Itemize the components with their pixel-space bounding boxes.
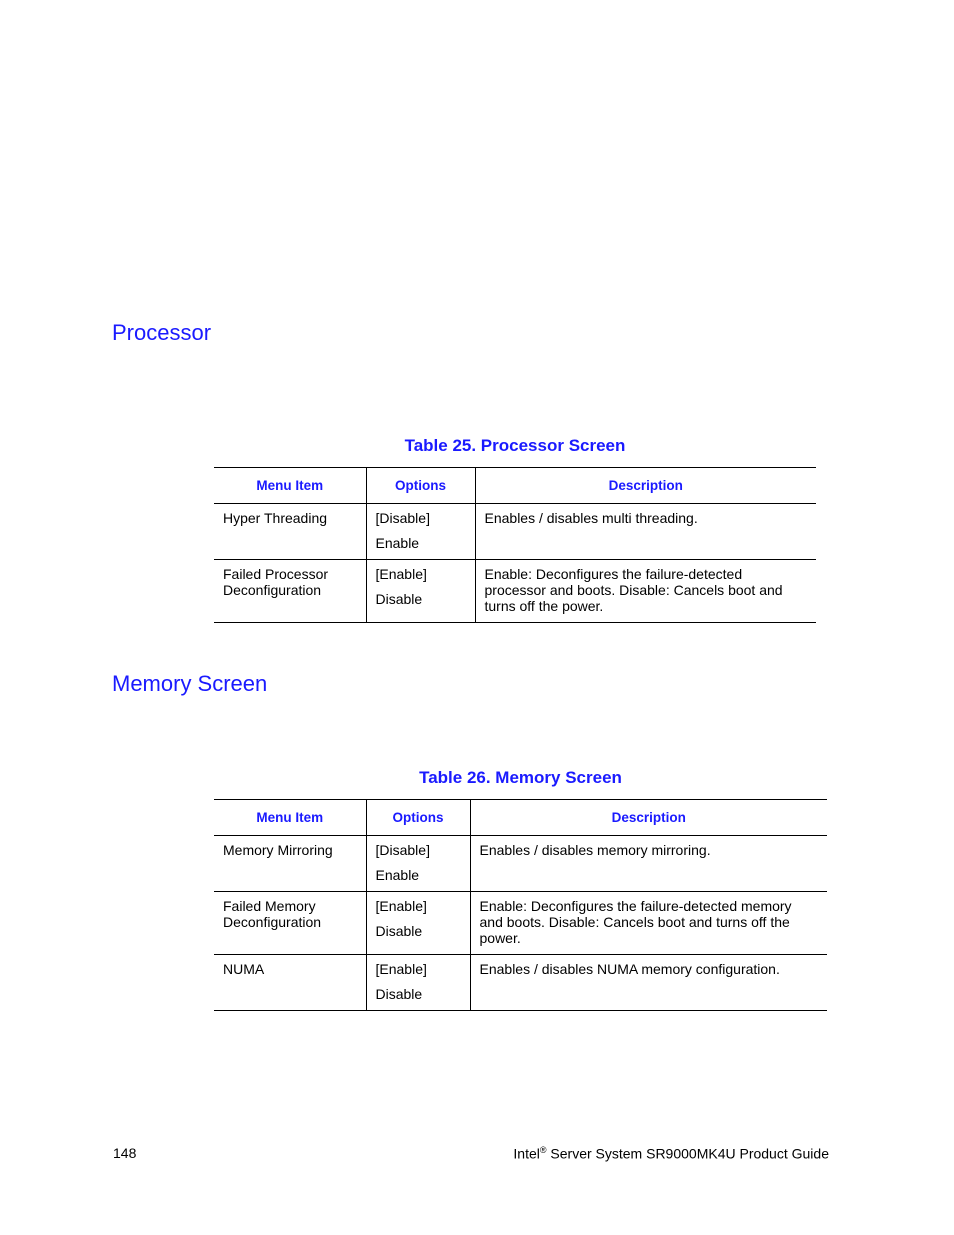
description-cell: Enables / disables memory mirroring. (470, 836, 827, 892)
column-header-menu-item: Menu Item (214, 800, 366, 836)
menu-item-cell: NUMA (214, 955, 366, 1011)
option-value: Disable (375, 923, 423, 939)
description-cell: Enable: Deconfigures the failure-detected memory and boots. Disable: Cancels boot and turns off the power. (470, 892, 827, 955)
description-cell: Enables / disables multi threading. (475, 504, 816, 560)
table-row (214, 892, 827, 955)
column-header-options: Options (366, 800, 470, 836)
table-header-row (214, 468, 816, 504)
option-value: [Disable] (375, 510, 430, 526)
section-heading-memory-screen: Memory Screen (112, 671, 268, 696)
option-value: Disable (375, 591, 423, 607)
table-row (214, 504, 816, 560)
column-header-description: Description (475, 468, 816, 504)
page-number: 148 (113, 1145, 137, 1161)
option-value: [Disable] (375, 842, 430, 858)
menu-item-cell: Memory Mirroring (214, 836, 366, 892)
option-value: Enable (375, 867, 420, 883)
options-cell (366, 560, 475, 623)
column-header-options: Options (366, 468, 475, 504)
description-cell: Enable: Deconfigures the failure-detected processor and boots. Disable: Cancels boot and turns off the power. (475, 560, 816, 623)
menu-item-cell: Failed Memory Deconfiguration (214, 892, 366, 955)
processor-screen-table (214, 467, 816, 623)
column-header-description: Description (470, 800, 827, 836)
option-value: [Enable] (375, 898, 427, 914)
table-caption-processor: Table 25. Processor Screen (404, 436, 626, 455)
menu-item-cell: Failed Processor Deconfiguration (214, 560, 366, 623)
options-cell (366, 955, 470, 1011)
section-heading-processor: Processor (112, 320, 212, 345)
option-value: Enable (375, 535, 420, 551)
options-cell (366, 836, 470, 892)
registered-trademark: ® (539, 1145, 547, 1155)
brand-name: Intel (513, 1145, 540, 1162)
table-caption-memory: Table 26. Memory Screen (419, 768, 622, 787)
table-header-row (214, 800, 827, 836)
column-header-menu-item: Menu Item (214, 468, 366, 504)
table-row (214, 955, 827, 1011)
table-row (214, 836, 827, 892)
option-value: [Enable] (375, 961, 427, 977)
menu-item-cell: Hyper Threading (214, 504, 366, 560)
options-cell (366, 892, 470, 955)
memory-screen-table (214, 799, 827, 1011)
document-title: Server System SR9000MK4U Product Guide (546, 1145, 829, 1162)
options-cell (366, 504, 475, 560)
option-value: Disable (375, 986, 423, 1002)
table-row (214, 560, 816, 623)
description-cell: Enables / disables NUMA memory configuration. (470, 955, 827, 1011)
option-value: [Enable] (375, 566, 427, 582)
document-title-footer (513, 1145, 829, 1162)
